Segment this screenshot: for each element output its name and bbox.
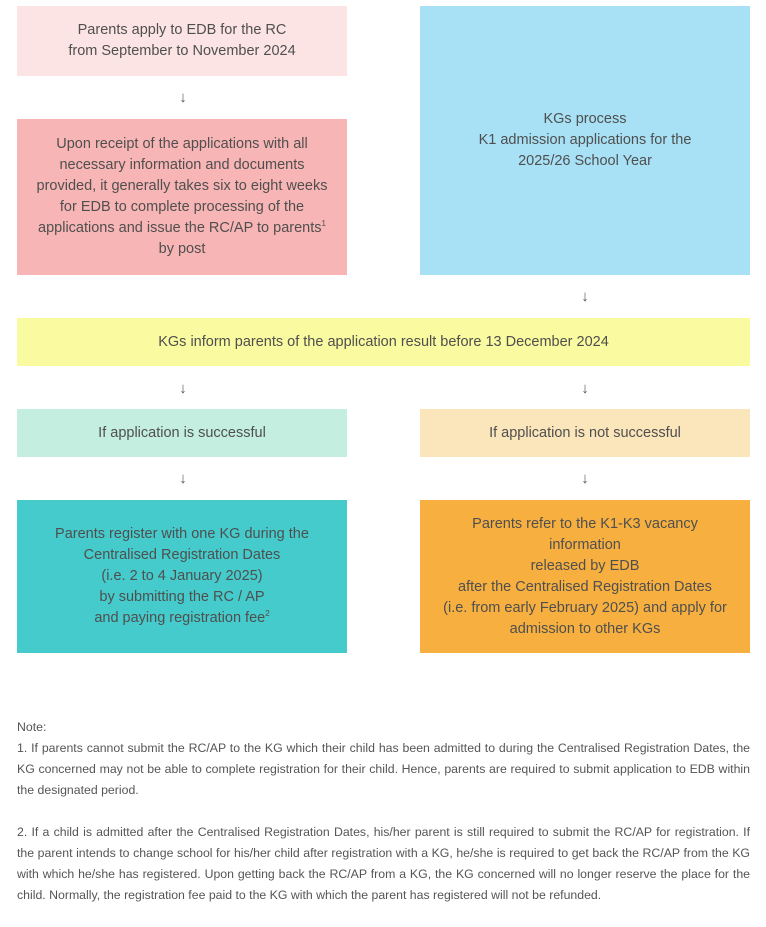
arrow-down-4: ↓: [581, 380, 589, 397]
note-2: 2. If a child is admitted after the Centralised Registration Dates, his/her parent is still required to submit the RC/AP for registration. If the parent intends to change school for his/her child after registration with a KG, he/she is required to get back the RC/AP from the KG with which he/she has registered. Upon getting back the RC/AP from a KG, the KG concerned will no longer reserve the place for the child. Normally, the registration fee paid to the KG with which the parent has registered will not be refunded.: [17, 825, 750, 902]
step-kg-process: [420, 6, 750, 275]
notes-heading: Note:: [17, 720, 47, 734]
step-apply-line-2: from September to November 2024: [68, 43, 296, 59]
step-refer-vacancy: [420, 500, 750, 653]
arrow-down-5: ↓: [179, 470, 187, 487]
step-processing-line-5: [37, 218, 328, 239]
step-register-line-4: by submitting the RC / AP: [99, 589, 265, 605]
step-vacancy-line-4: after the Centralised Registration Dates: [458, 578, 712, 595]
step-register-line-5: [55, 608, 309, 629]
footnote-ref-2: 2: [265, 609, 270, 619]
step-register-line-5-text: and paying registration fee: [94, 610, 266, 626]
step-inform-result: [17, 318, 750, 366]
step-vacancy-line-3: released by EDB: [530, 557, 640, 574]
arrow-down-6: ↓: [581, 470, 589, 487]
step-processing-line-2: necessary information and documents: [59, 157, 305, 173]
step-apply-to-edb: [17, 6, 347, 76]
step-kg-line-2: K1 admission applications for the: [478, 132, 692, 148]
step-register-with-kg: [17, 500, 347, 653]
step-vacancy-line-6: admission to other KGs: [509, 620, 661, 637]
step-vacancy-line-5: (i.e. from early February 2025) and apply for: [443, 599, 727, 616]
step-register-line-1: Parents register with one KG during the: [55, 526, 309, 542]
step-kg-line-1: KGs process: [543, 111, 627, 127]
step-processing-line-3: provided, it generally takes six to eight weeks: [36, 178, 328, 194]
step-inform-text: KGs inform parents of the application result before 13 December 2024: [158, 333, 609, 350]
step-successful-text: If application is successful: [98, 424, 266, 441]
step-not-successful: [420, 409, 750, 457]
notes-section: [17, 717, 750, 906]
step-vacancy-line-1: Parents refer to the K1-K3 vacancy: [472, 515, 698, 532]
step-kg-line-3: 2025/26 School Year: [518, 153, 652, 169]
arrow-down-2: ↓: [581, 288, 589, 305]
step-edb-processing: [17, 119, 347, 275]
step-processing-line-5-text: applications and issue the RC/AP to parents: [38, 220, 322, 236]
step-vacancy-line-2: information: [549, 536, 621, 553]
arrow-down-3: ↓: [179, 380, 187, 397]
step-successful: [17, 409, 347, 457]
note-1: 1. If parents cannot submit the RC/AP to the KG which their child has been admitted to during the Centralised Registration Dates, the KG concerned may not be able to complete registration for their child. Hence, parents are required to submit application to EDB within the designated period.: [17, 741, 750, 797]
step-not-successful-text: If application is not successful: [489, 424, 681, 441]
footnote-ref-1: 1: [321, 219, 326, 229]
step-processing-line-1: Upon receipt of the applications with all: [56, 136, 308, 152]
step-register-line-3: (i.e. 2 to 4 January 2025): [101, 568, 263, 584]
step-apply-line-1: Parents apply to EDB for the RC: [77, 22, 287, 38]
arrow-down-1: ↓: [179, 89, 187, 106]
step-register-line-2: Centralised Registration Dates: [83, 547, 281, 563]
notes-spacer: [17, 801, 750, 822]
step-processing-line-4: for EDB to complete processing of the: [59, 199, 305, 215]
step-processing-line-6: by post: [158, 241, 206, 257]
